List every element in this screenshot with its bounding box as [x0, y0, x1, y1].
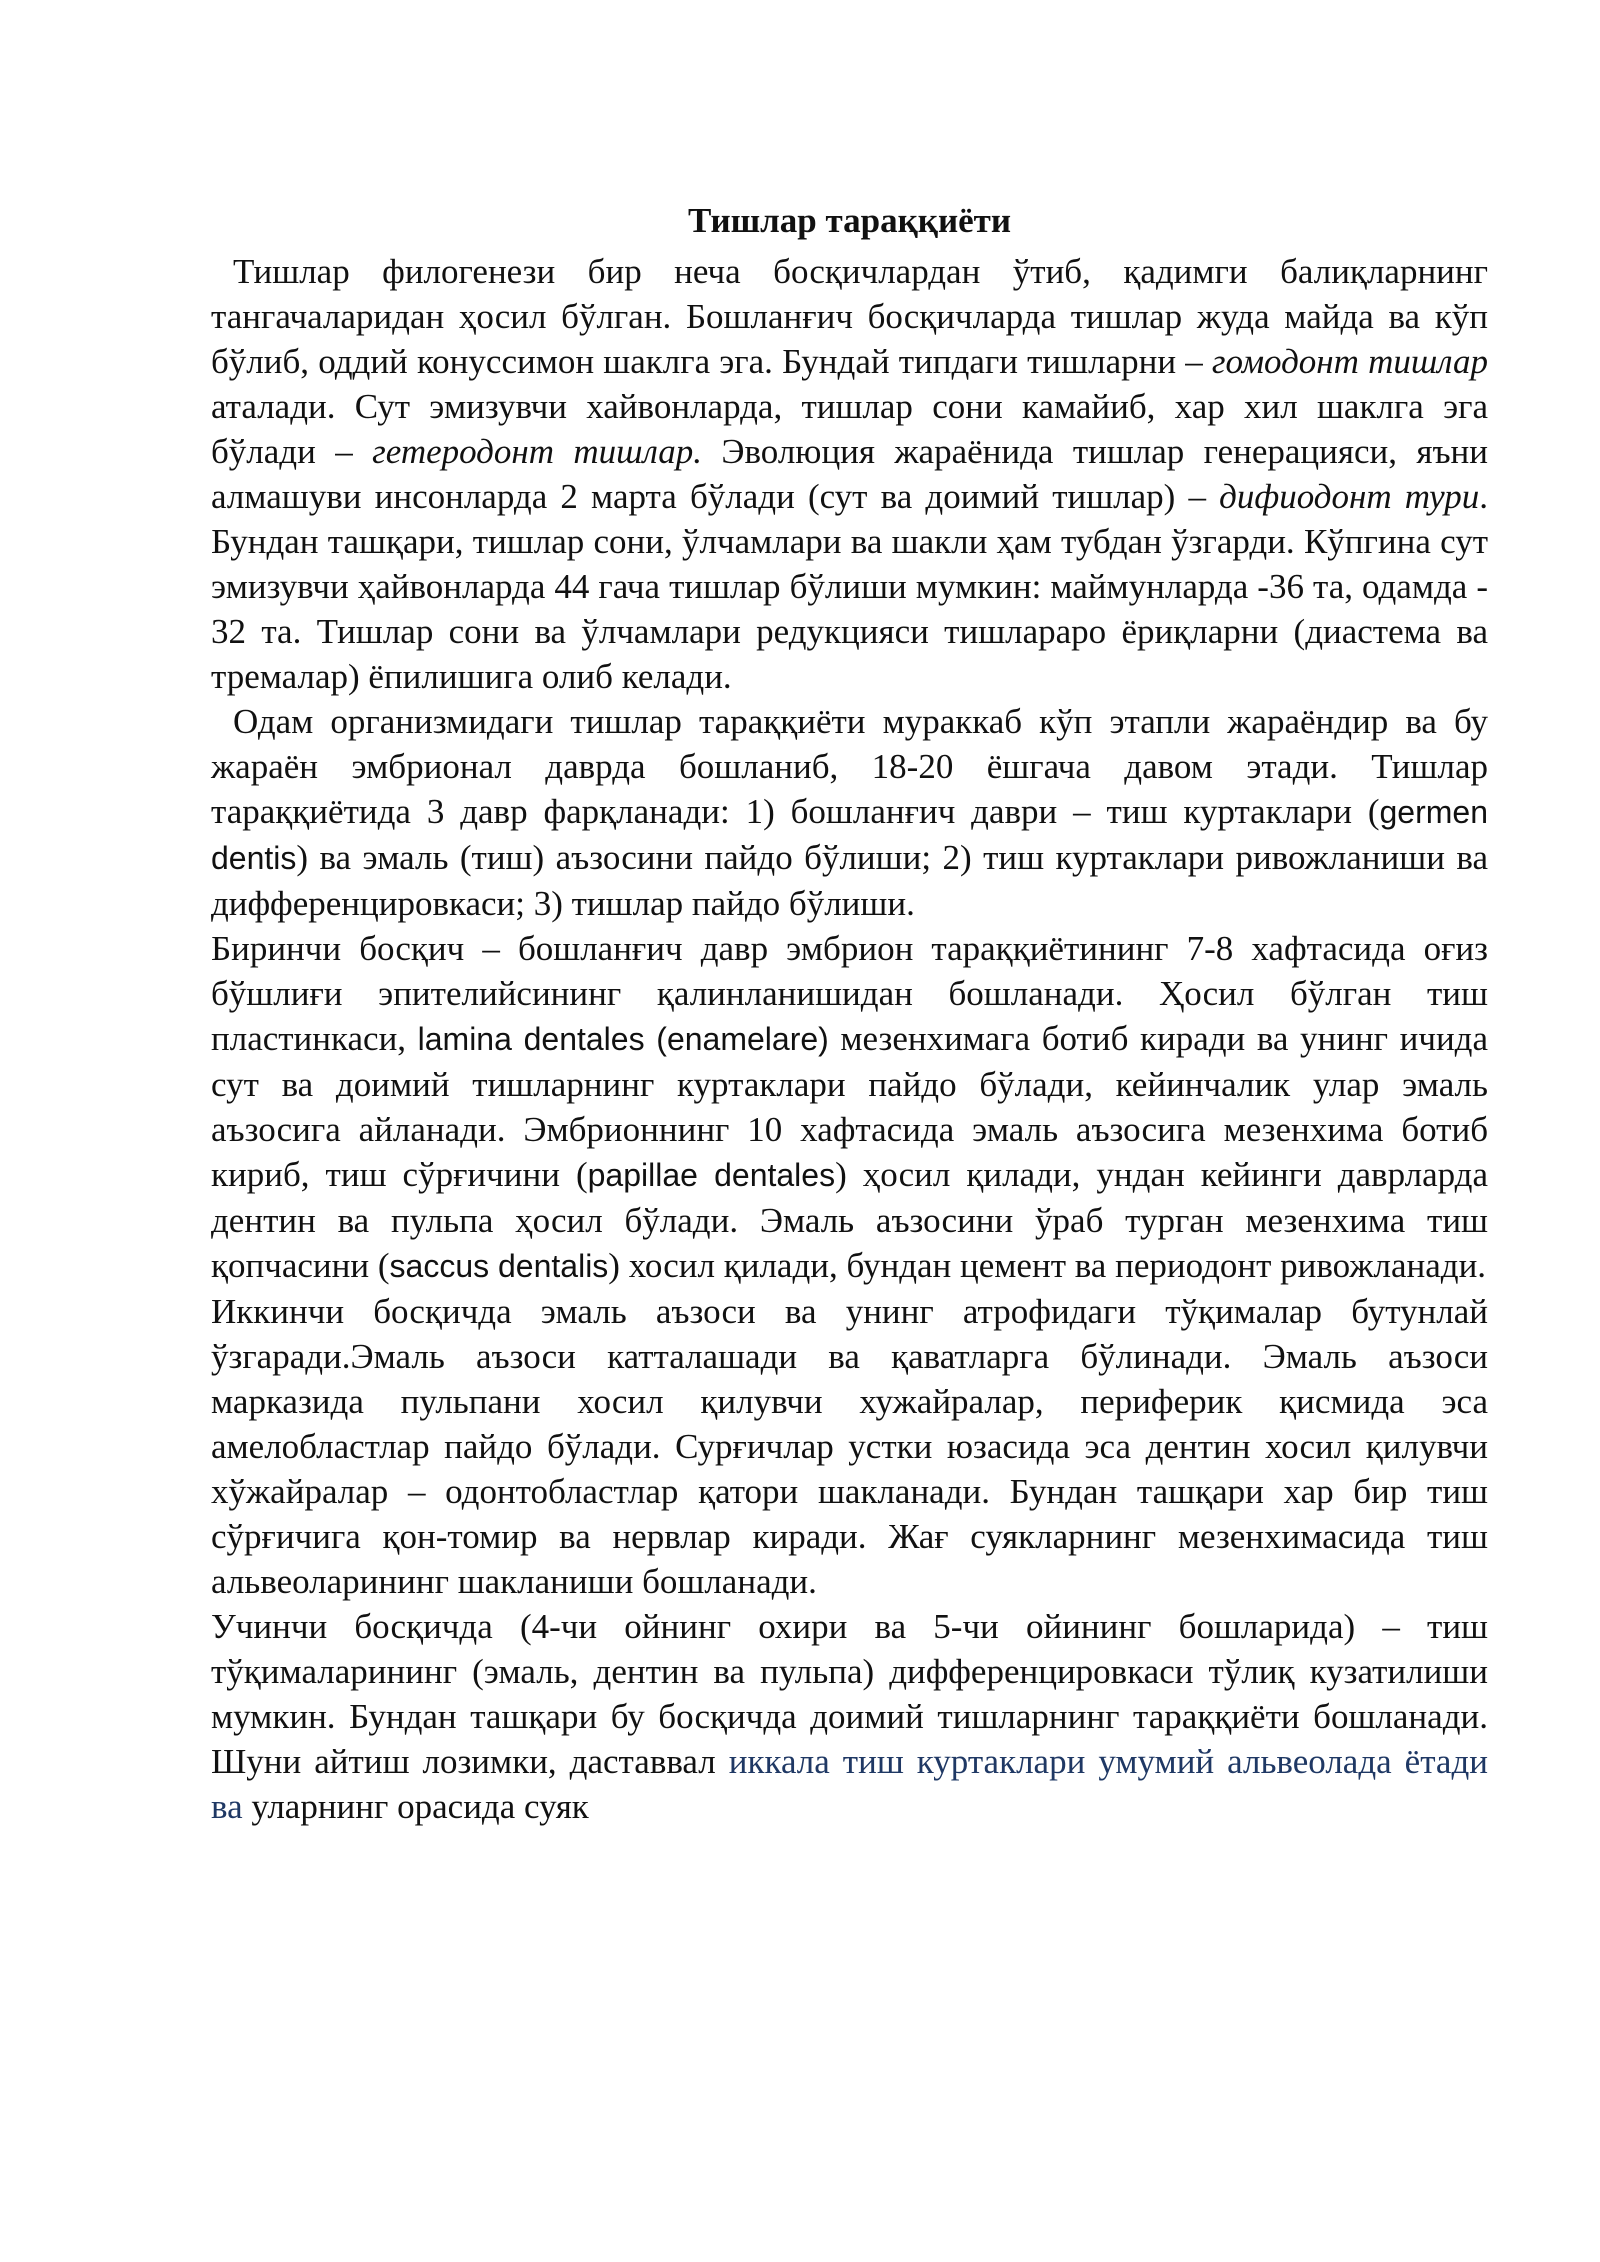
text-run: уларнинг орасида суяк [242, 1787, 589, 1826]
latin-term: lamina dentales (enamelare) [417, 1021, 829, 1057]
paragraph-phylogenesis [211, 249, 1488, 699]
text-run: мезенхимага ботиб киради ва унинг ичида сут ва доимий тишларнинг куртаклари пайдо бўлади, кейинчалик улар эмаль аъзосига айланади. Эмбрионнинг 10 хафтасида эмаль аъзосига мезенхима ботиб кириб, тиш сўрғичини ( [211, 1019, 1489, 1194]
text-run: ) хосил қилади, бундан цемент ва периодонт ривожланади. [608, 1246, 1487, 1285]
text-run: аталади. Сут эмизувчи хайвонларда, тишлар сони камайиб, хар хил шаклга эга бўлади – [211, 387, 1488, 471]
text-run: Тишлар филогенези бир неча босқичлардан ўтиб, қадимги балиқларнинг тангачаларидан ҳосил бўлган. Бошланғич босқичларда тишлар жуда майда ва кўп бўлиб, оддий конуссимон шаклга эга. Бундай типдаги тишларни – [211, 252, 1488, 381]
text-run: Иккинчи босқичда эмаль аъзоси ва унинг атрофидаги тўқималар бутунлай ўзгаради.Эмаль аъзоси катталашади ва қаватларга бўлинади. Эмаль аъзоси марказида пульпани хосил қилувчи хужайралар, периферик қисмида эса амелобластлар пайдо бўлади. Сурғичлар устки юзасида эса дентин хосил қилувчи хўжайралар – одонтобластлар қатори шакланади. Бундан ташқари хар бир тиш сўрғичига қон-томир ва нервлар киради. Жағ суякларнинг мезенхимасида тиш альвеоларининг шакланиши бошланади. [211, 1292, 1488, 1601]
text-run: Одам организмидаги тишлар тараққиёти мураккаб кўп этапли жараёндир ва бу жараён эмбрионал даврда бошланиб, 18-20 ёшгача давом этади. Тишлар тараққиётида 3 давр фарқланади: 1) бошланғич даври – тиш куртаклари ( [211, 702, 1488, 831]
highlighted-text: иккала тиш куртаклари умумий альвеолада ётади ва [211, 1742, 1489, 1826]
document-body [211, 198, 1488, 1829]
latin-term: saccus dentalis [389, 1248, 609, 1284]
latin-term: papillae dentales [587, 1157, 836, 1193]
text-run: . Бундан ташқари, тишлар сони, ўлчамлари ва шакли ҳам тубдан ўзгарди. Кўпгина сут эмизувчи ҳайвонларда 44 гача тишлар бўлиши мумкин: маймунларда -36 та, одамда - 32 та. Тишлар сони ва ўлчамлари редукцияси тишлараро ёриқларни (диастема ва тремалар) ёпилишига олиб келади. [211, 477, 1488, 696]
paragraph-second-stage [211, 1289, 1488, 1604]
text-run: Учинчи босқичда (4-чи ойнинг охири ва 5-чи ойининг бошларида) – тиш тўқималарининг (эмаль, дентин ва пульпа) дифференцировкаси тўлиқ кузатилиши мумкин. Бундан ташқари бу босқичда доимий тишларнинг тараққиёти бошланади. Шуни айтиш лозимки, даставвал [211, 1607, 1488, 1781]
paragraph-third-stage [211, 1604, 1488, 1829]
latin-term: germen dentis [211, 794, 1488, 876]
paragraph-first-stage [211, 926, 1488, 1289]
text-run: Биринчи босқич – бошланғич давр эмбрион тараққиётининг 7-8 хафтасида оғиз бўшлиғи эпителийсининг қалинланишидан бошланади. Ҳосил бўлган тиш пластинкаси, [211, 929, 1488, 1058]
text-run: ) ва эмаль (тиш) аъзосини пайдо бўлиши; 2) тиш куртаклари ривожланиши ва дифференцировкаси; 3) тишлар пайдо бўлиши. [211, 838, 1488, 923]
italic-term: гомодонт тишлар [1211, 342, 1488, 381]
paragraph-human-development [211, 699, 1488, 926]
italic-term: гетеродонт тишлар. [372, 432, 703, 471]
text-run: Эволюция жараёнида тишлар генерацияси, яъни алмашуви инсонларда 2 марта бўлади (сут ва доимий тишлар) – [211, 432, 1488, 516]
text-run: ) ҳосил қилади, ундан кейинги даврларда дентин ва пульпа ҳосил бўлади. Эмаль аъзосини ўраб турган мезенхима тиш қопчасини ( [211, 1155, 1488, 1285]
document-title: Тишлар тараққиёти [687, 201, 1011, 240]
italic-term: дифиодонт тури [1219, 477, 1480, 516]
